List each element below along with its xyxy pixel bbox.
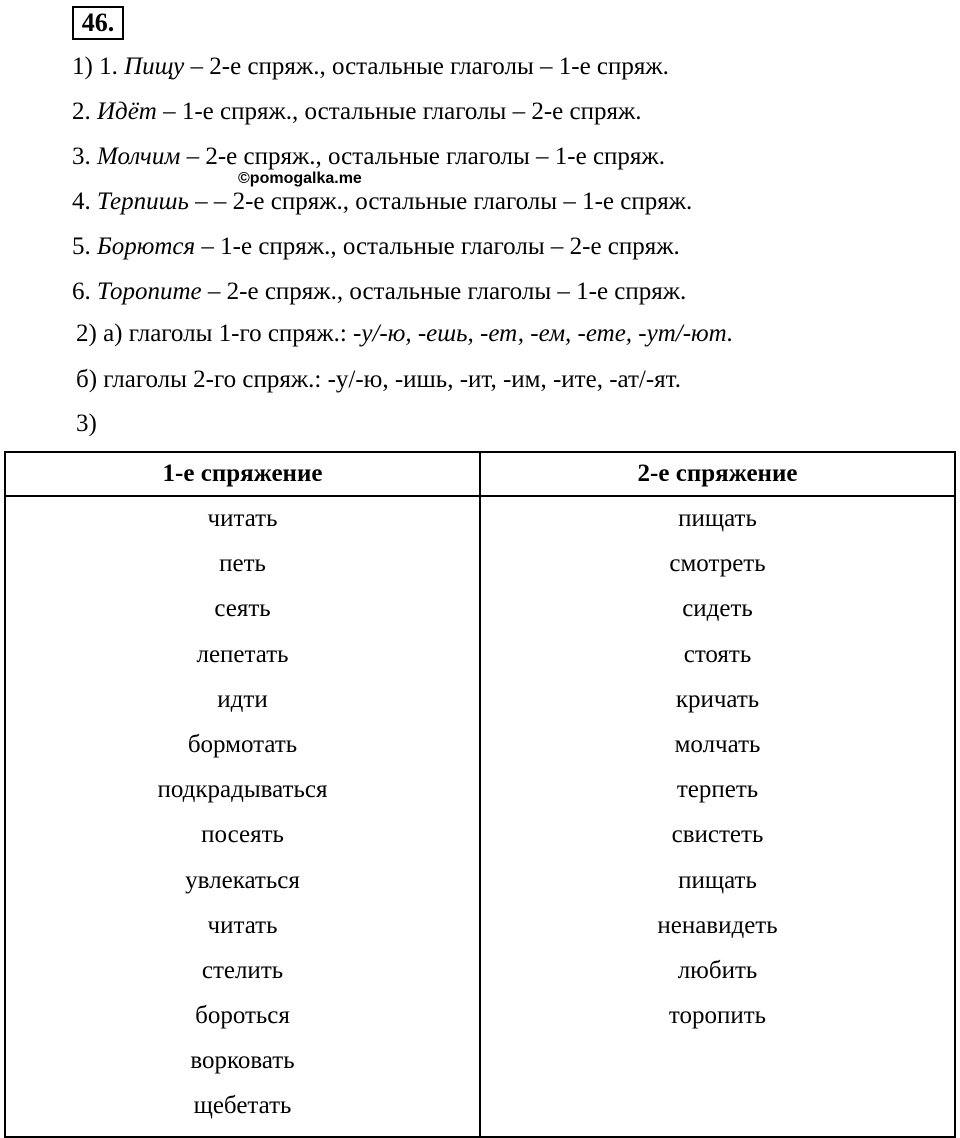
- verb-cell: бороться: [195, 1002, 290, 1030]
- item-number: 6.: [72, 278, 91, 305]
- verb-cell: подкрадываться: [157, 776, 328, 804]
- part1-item-6: [72, 277, 686, 307]
- item-rest: – 2-е спряж., остальные глаголы – 1-е спряж.: [184, 53, 669, 80]
- verb-cell: щебетать: [193, 1092, 292, 1120]
- item-verb: Пищу: [124, 53, 185, 80]
- verb-cell: стелить: [201, 956, 284, 984]
- watermark: ©pomogalka.me: [238, 170, 362, 187]
- item-rest: – 2-е спряж., остальные глаголы – 1-е спряж.: [180, 143, 665, 170]
- part1-item-5: [72, 232, 680, 262]
- verb-cell: сеять: [214, 595, 271, 623]
- verb-cell: бормотать: [187, 730, 298, 758]
- verb-cell: пищать: [678, 866, 757, 894]
- header-first-conjugation: 1-е спряжение: [5, 452, 480, 496]
- verb-cell: терпеть: [676, 776, 759, 804]
- conjugation-table: [4, 451, 956, 1138]
- item-number: 1.: [99, 53, 118, 80]
- verb-cell: свистеть: [671, 821, 764, 849]
- verb-cell: торопить: [668, 1002, 767, 1030]
- verb-cell: лепетать: [196, 640, 289, 668]
- part2-line-a: [76, 319, 733, 349]
- item-number: 2.: [72, 98, 91, 125]
- part1-item-4: [72, 187, 692, 217]
- verb-cell: посеять: [201, 821, 284, 849]
- part1-item-1: [72, 52, 669, 82]
- part1-item-2: [72, 97, 642, 127]
- verb-cell: любить: [677, 956, 758, 984]
- item-verb: Торопите: [97, 278, 202, 305]
- item-verb: Терпишь: [97, 188, 189, 215]
- verb-cell: кричать: [675, 685, 760, 713]
- item-rest: – 1-е спряж., остальные глаголы – 2-е спряж.: [195, 233, 680, 260]
- verb-cell: ворковать: [190, 1047, 295, 1075]
- item-verb: Молчим: [97, 143, 181, 170]
- item-verb: Идёт: [97, 98, 157, 125]
- item-number: 3.: [72, 143, 91, 170]
- item-number: 4.: [72, 188, 91, 215]
- item-rest: – 1-е спряж., остальные глаголы – 2-е спряж.: [156, 98, 642, 125]
- part2-a-endings: -у/-ю, -ешь, -ет, -ем, -ете, -ут/-ют.: [353, 320, 734, 347]
- part2-b-text: б) глаголы 2-го спряж.: -у/-ю, -ишь, -ит, -им, -ите, -ат/-ят.: [76, 366, 681, 393]
- first-conjugation-column: [5, 496, 480, 1137]
- exercise-number: 46.: [72, 6, 124, 40]
- part2-a-label: а) глаголы 1-го спряж.:: [103, 320, 347, 347]
- item-number: 5.: [72, 233, 91, 260]
- item-rest: – 2-е спряж., остальные глаголы – 1-е спряж.: [201, 278, 687, 305]
- header-second-conjugation: 2-е спряжение: [480, 452, 955, 496]
- verb-cell: молчать: [674, 730, 761, 758]
- verb-cell: сидеть: [682, 595, 753, 623]
- item-rest: – – 2-е спряж., остальные глаголы – 1-е спряж.: [188, 188, 693, 215]
- verb-cell: читать: [207, 505, 278, 532]
- part2-line-b: [76, 365, 681, 395]
- part1-marker: 1): [72, 53, 93, 80]
- verb-cell: петь: [219, 550, 266, 578]
- item-verb: Борются: [97, 233, 196, 260]
- table-header-row: [5, 452, 955, 496]
- part1-item-3: [72, 142, 665, 172]
- verb-cell: читать: [207, 911, 278, 939]
- verb-cell: смотреть: [669, 550, 766, 578]
- verb-cell: ненавидеть: [657, 911, 778, 939]
- part3-marker: 3): [76, 410, 97, 437]
- verb-cell: идти: [217, 685, 268, 713]
- part2-marker: 2): [76, 320, 97, 347]
- verb-cell: пищать: [678, 505, 757, 532]
- table-body-row: [5, 496, 955, 1137]
- verb-cell: увлекаться: [185, 866, 300, 894]
- verb-cell: стоять: [683, 640, 752, 668]
- second-conjugation-column: [480, 496, 955, 1137]
